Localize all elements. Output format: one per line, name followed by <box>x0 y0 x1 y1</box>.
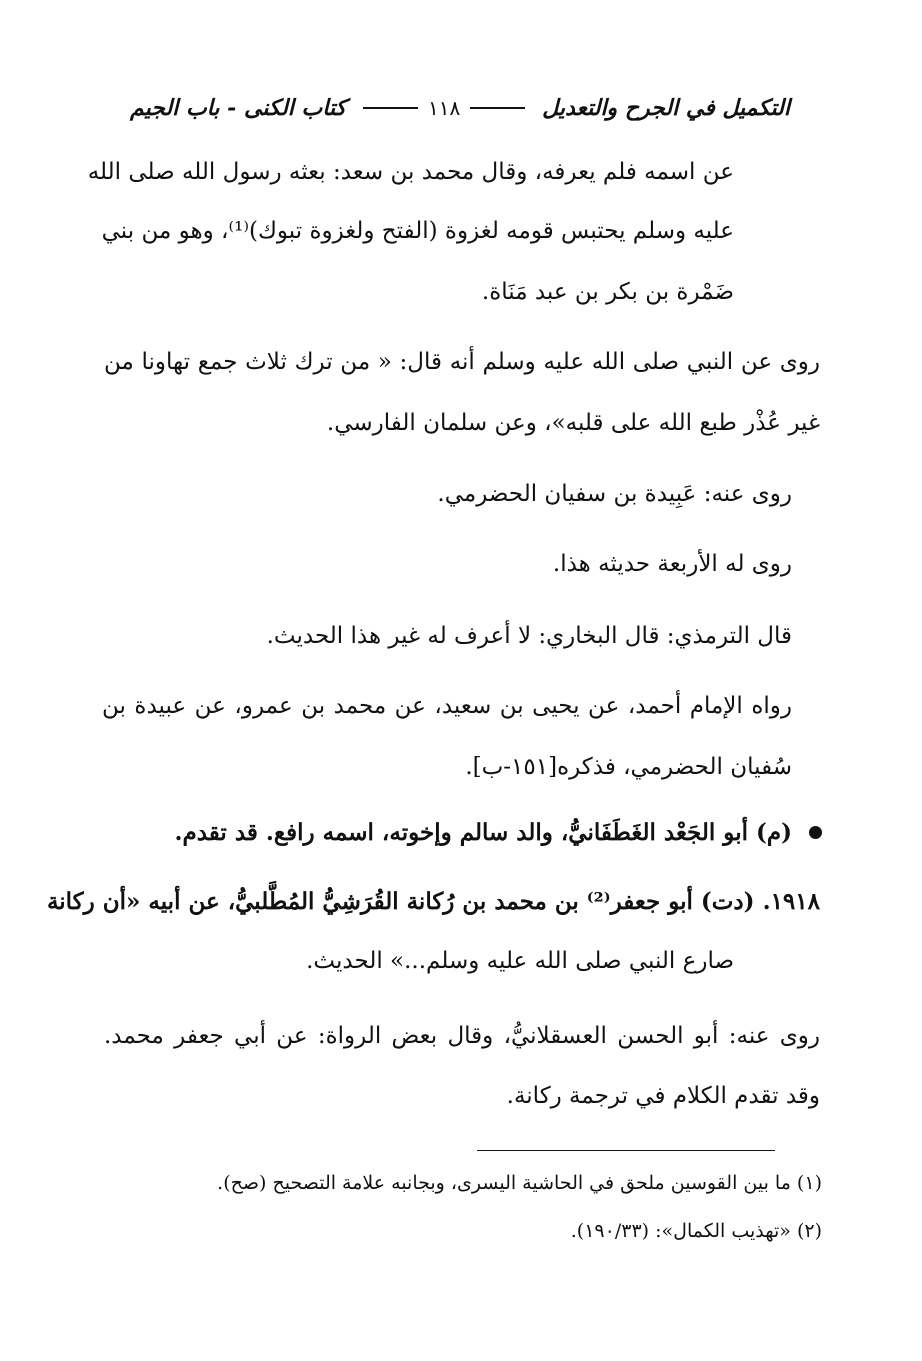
text-line: عليه وسلم يحتبس قومه لغزوة (الفتح ولغزوة تبوك)⁽¹⁾، وهو من بني <box>101 218 734 244</box>
book-title: التكميل في الجرح والتعديل <box>542 95 790 121</box>
text-line: غير عُذْر طبع الله على قلبه»، وعن سلمان الفارسي. <box>326 410 820 436</box>
page-number-group <box>363 96 525 120</box>
running-header <box>130 88 790 128</box>
footnote: (٢) «تهذيب الكمال»: (١٩٠/٣٣). <box>570 1220 822 1242</box>
entry-line: ١٩١٨. (دت) أبو جعفر⁽²⁾ بن محمد بن رُكانة القُرَشِيُّ المُطَّلبيُّ، عن أبيه «أن ركانة <box>46 888 820 915</box>
text-line: ضَمْرة بن بكر بن عبد مَنَاة. <box>481 279 734 305</box>
text-line: صارع النبي صلى الله عليه وسلم...» الحديث. <box>306 948 734 974</box>
text-line: روى عنه: عَبِيدة بن سفيان الحضرمي. <box>437 481 792 507</box>
text-line: سُفيان الحضرمي، فذكره[١٥١-ب]. <box>465 754 792 780</box>
entry-line: (م) أبو الجَعْد الغَطَفَانيُّ، والد سالم وإخوته، اسمه رافع. قد تقدم. <box>174 819 792 846</box>
chapter-title: كتاب الكنى - باب الجيم <box>130 95 347 121</box>
footnote-separator <box>477 1150 775 1151</box>
page-number: ١١٨ <box>428 96 461 120</box>
footnote: (١) ما بين القوسين ملحق في الحاشية اليسرى، وبجانبه علامة التصحيح (صح). <box>217 1172 822 1194</box>
text-line: رواه الإمام أحمد، عن يحيى بن سعيد، عن محمد بن عمرو، عن عبيدة بن <box>102 693 792 719</box>
header-dash-left <box>363 107 418 109</box>
text-line: قال الترمذي: قال البخاري: لا أعرف له غير هذا الحديث. <box>266 623 792 649</box>
bullet-icon <box>809 826 822 839</box>
text-line: عن اسمه فلم يعرفه، وقال محمد بن سعد: بعثه رسول الله صلى الله <box>87 159 734 185</box>
header-dash-right <box>470 107 525 109</box>
text-line: روى عنه: أبو الحسن العسقلانيُّ، وقال بعض الرواة: عن أبي جعفر محمد. <box>104 1023 820 1049</box>
text-line: وقد تقدم الكلام في ترجمة ركانة. <box>506 1083 820 1109</box>
text-line: روى عن النبي صلى الله عليه وسلم أنه قال: « من ترك ثلاث جمع تهاونا من <box>104 349 820 375</box>
text-line: روى له الأربعة حديثه هذا. <box>552 551 792 577</box>
